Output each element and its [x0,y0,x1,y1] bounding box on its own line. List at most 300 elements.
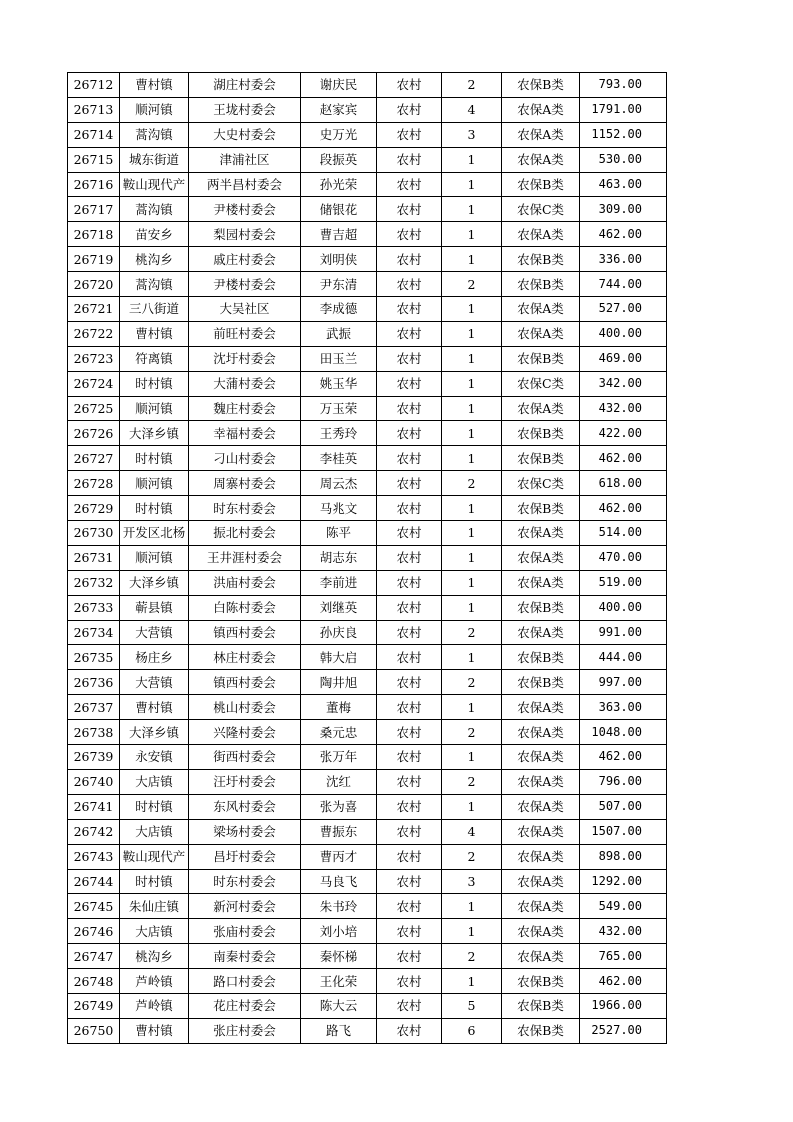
cell-household-count: 1 [442,222,502,247]
cell-area-type: 农村 [377,496,442,521]
cell-township: 三八街道 [120,297,189,322]
cell-household-count: 1 [442,794,502,819]
cell-person-name: 周云杰 [301,471,377,496]
cell-record-id: 26713 [68,97,120,122]
cell-area-type: 农村 [377,670,442,695]
cell-amount: 514.00 [580,521,667,546]
cell-record-id: 26746 [68,919,120,944]
cell-amount: 530.00 [580,147,667,172]
table-row [68,794,667,819]
cell-township: 蕲县镇 [120,595,189,620]
cell-household-count: 4 [442,97,502,122]
cell-record-id: 26725 [68,396,120,421]
cell-area-type: 农村 [377,695,442,720]
cell-household-count: 1 [442,521,502,546]
cell-record-id: 26719 [68,247,120,272]
cell-household-count: 1 [442,421,502,446]
cell-household-count: 1 [442,496,502,521]
cell-insurance-category: 农保B类 [502,247,580,272]
cell-village-committee: 湖庄村委会 [189,73,301,98]
table-row [68,122,667,147]
cell-township: 蒿沟镇 [120,197,189,222]
cell-insurance-category: 农保A类 [502,794,580,819]
cell-village-committee: 镇西村委会 [189,670,301,695]
cell-township: 芦岭镇 [120,993,189,1018]
cell-person-name: 秦怀梯 [301,944,377,969]
cell-household-count: 2 [442,620,502,645]
cell-amount: 796.00 [580,769,667,794]
cell-amount: 1292.00 [580,869,667,894]
cell-area-type: 农村 [377,297,442,322]
cell-person-name: 尹东清 [301,272,377,297]
cell-record-id: 26734 [68,620,120,645]
cell-record-id: 26744 [68,869,120,894]
cell-village-committee: 南秦村委会 [189,944,301,969]
cell-person-name: 李桂英 [301,446,377,471]
cell-area-type: 农村 [377,471,442,496]
cell-amount: 462.00 [580,446,667,471]
cell-person-name: 谢庆民 [301,73,377,98]
cell-village-committee: 尹楼村委会 [189,197,301,222]
cell-township: 杨庄乡 [120,645,189,670]
cell-area-type: 农村 [377,122,442,147]
cell-person-name: 史万光 [301,122,377,147]
table-row [68,471,667,496]
beneficiary-table [67,72,667,1044]
table-row [68,297,667,322]
cell-village-committee: 镇西村委会 [189,620,301,645]
cell-township: 大营镇 [120,670,189,695]
cell-township: 开发区北杨 [120,521,189,546]
cell-village-committee: 王井涯村委会 [189,545,301,570]
cell-household-count: 1 [442,570,502,595]
cell-township: 蒿沟镇 [120,272,189,297]
cell-area-type: 农村 [377,819,442,844]
cell-village-committee: 张庄村委会 [189,1018,301,1043]
table-body [68,73,667,1044]
cell-amount: 336.00 [580,247,667,272]
cell-person-name: 沈红 [301,769,377,794]
cell-amount: 1966.00 [580,993,667,1018]
cell-household-count: 1 [442,147,502,172]
cell-person-name: 韩大启 [301,645,377,670]
cell-township: 曹村镇 [120,1018,189,1043]
cell-record-id: 26715 [68,147,120,172]
cell-insurance-category: 农保A类 [502,869,580,894]
cell-record-id: 26723 [68,346,120,371]
table-row [68,993,667,1018]
cell-area-type: 农村 [377,944,442,969]
cell-record-id: 26741 [68,794,120,819]
cell-village-committee: 东风村委会 [189,794,301,819]
cell-township: 时村镇 [120,371,189,396]
cell-area-type: 农村 [377,969,442,994]
cell-village-committee: 大吴社区 [189,297,301,322]
cell-township: 时村镇 [120,446,189,471]
cell-record-id: 26736 [68,670,120,695]
cell-amount: 991.00 [580,620,667,645]
table-row [68,73,667,98]
cell-person-name: 田玉兰 [301,346,377,371]
cell-amount: 549.00 [580,894,667,919]
cell-amount: 444.00 [580,645,667,670]
table-row [68,844,667,869]
cell-area-type: 农村 [377,769,442,794]
cell-village-committee: 白陈村委会 [189,595,301,620]
cell-household-count: 1 [442,969,502,994]
cell-area-type: 农村 [377,446,442,471]
cell-household-count: 1 [442,247,502,272]
cell-insurance-category: 农保B类 [502,595,580,620]
cell-insurance-category: 农保A类 [502,222,580,247]
cell-amount: 618.00 [580,471,667,496]
cell-village-committee: 前旺村委会 [189,321,301,346]
cell-village-committee: 林庄村委会 [189,645,301,670]
cell-person-name: 刘小培 [301,919,377,944]
cell-township: 曹村镇 [120,321,189,346]
cell-insurance-category: 农保B类 [502,969,580,994]
cell-township: 朱仙庄镇 [120,894,189,919]
table-row [68,595,667,620]
cell-insurance-category: 农保A类 [502,297,580,322]
cell-village-committee: 大史村委会 [189,122,301,147]
cell-amount: 422.00 [580,421,667,446]
cell-area-type: 农村 [377,844,442,869]
cell-insurance-category: 农保B类 [502,1018,580,1043]
cell-insurance-category: 农保B类 [502,172,580,197]
cell-person-name: 曹振东 [301,819,377,844]
cell-person-name: 陶井旭 [301,670,377,695]
table-row [68,371,667,396]
cell-person-name: 朱书玲 [301,894,377,919]
cell-village-committee: 刁山村委会 [189,446,301,471]
cell-village-committee: 振北村委会 [189,521,301,546]
table-row [68,645,667,670]
cell-village-committee: 梁场村委会 [189,819,301,844]
cell-household-count: 1 [442,446,502,471]
cell-village-committee: 昌圩村委会 [189,844,301,869]
cell-amount: 463.00 [580,172,667,197]
cell-amount: 1152.00 [580,122,667,147]
cell-insurance-category: 农保A类 [502,521,580,546]
cell-record-id: 26735 [68,645,120,670]
cell-record-id: 26731 [68,545,120,570]
cell-area-type: 农村 [377,745,442,770]
cell-household-count: 1 [442,297,502,322]
cell-township: 鞍山现代产 [120,844,189,869]
cell-household-count: 1 [442,695,502,720]
cell-insurance-category: 农保C类 [502,197,580,222]
cell-amount: 507.00 [580,794,667,819]
cell-township: 顺河镇 [120,545,189,570]
cell-household-count: 2 [442,73,502,98]
table-row [68,570,667,595]
cell-person-name: 董梅 [301,695,377,720]
cell-township: 桃沟乡 [120,944,189,969]
cell-amount: 470.00 [580,545,667,570]
cell-record-id: 26717 [68,197,120,222]
cell-area-type: 农村 [377,894,442,919]
cell-amount: 898.00 [580,844,667,869]
table-row [68,496,667,521]
table-row [68,172,667,197]
table-row [68,695,667,720]
table-row [68,769,667,794]
cell-household-count: 6 [442,1018,502,1043]
cell-household-count: 2 [442,720,502,745]
table-row [68,247,667,272]
cell-village-committee: 街西村委会 [189,745,301,770]
table-row [68,620,667,645]
cell-amount: 400.00 [580,595,667,620]
table-row [68,396,667,421]
cell-household-count: 1 [442,371,502,396]
table-row [68,969,667,994]
table-row [68,545,667,570]
cell-person-name: 武振 [301,321,377,346]
cell-village-committee: 王垅村委会 [189,97,301,122]
cell-insurance-category: 农保A类 [502,97,580,122]
cell-township: 曹村镇 [120,73,189,98]
cell-amount: 765.00 [580,944,667,969]
cell-record-id: 26714 [68,122,120,147]
cell-area-type: 农村 [377,197,442,222]
cell-area-type: 农村 [377,595,442,620]
cell-household-count: 1 [442,894,502,919]
cell-person-name: 刘继英 [301,595,377,620]
cell-area-type: 农村 [377,993,442,1018]
cell-household-count: 2 [442,471,502,496]
cell-household-count: 2 [442,670,502,695]
table-row [68,147,667,172]
cell-person-name: 储银花 [301,197,377,222]
table-row [68,97,667,122]
cell-amount: 1048.00 [580,720,667,745]
table-row [68,446,667,471]
cell-township: 永安镇 [120,745,189,770]
cell-area-type: 农村 [377,321,442,346]
cell-area-type: 农村 [377,97,442,122]
cell-record-id: 26745 [68,894,120,919]
cell-area-type: 农村 [377,1018,442,1043]
cell-record-id: 26750 [68,1018,120,1043]
cell-area-type: 农村 [377,794,442,819]
cell-household-count: 5 [442,993,502,1018]
cell-record-id: 26727 [68,446,120,471]
cell-person-name: 马兆文 [301,496,377,521]
cell-record-id: 26742 [68,819,120,844]
cell-insurance-category: 农保C类 [502,371,580,396]
cell-household-count: 4 [442,819,502,844]
cell-township: 鞍山现代产 [120,172,189,197]
cell-area-type: 农村 [377,222,442,247]
cell-insurance-category: 农保A类 [502,122,580,147]
cell-area-type: 农村 [377,570,442,595]
table-row [68,321,667,346]
cell-township: 时村镇 [120,496,189,521]
cell-insurance-category: 农保A类 [502,844,580,869]
cell-household-count: 1 [442,396,502,421]
cell-insurance-category: 农保A类 [502,819,580,844]
table-row [68,745,667,770]
cell-amount: 1791.00 [580,97,667,122]
cell-village-committee: 时东村委会 [189,496,301,521]
cell-record-id: 26730 [68,521,120,546]
cell-area-type: 农村 [377,919,442,944]
cell-village-committee: 沈圩村委会 [189,346,301,371]
cell-person-name: 陈大云 [301,993,377,1018]
cell-township: 大店镇 [120,819,189,844]
cell-record-id: 26738 [68,720,120,745]
cell-person-name: 段振英 [301,147,377,172]
cell-amount: 744.00 [580,272,667,297]
table-row [68,894,667,919]
cell-township: 桃沟乡 [120,247,189,272]
table-row [68,1018,667,1043]
cell-insurance-category: 农保B类 [502,993,580,1018]
cell-area-type: 农村 [377,869,442,894]
cell-household-count: 1 [442,645,502,670]
cell-record-id: 26743 [68,844,120,869]
cell-village-committee: 桃山村委会 [189,695,301,720]
cell-area-type: 农村 [377,172,442,197]
cell-insurance-category: 农保A类 [502,944,580,969]
cell-township: 大营镇 [120,620,189,645]
cell-household-count: 1 [442,595,502,620]
cell-insurance-category: 农保B类 [502,346,580,371]
cell-village-committee: 张庙村委会 [189,919,301,944]
cell-person-name: 万玉荣 [301,396,377,421]
cell-record-id: 26718 [68,222,120,247]
cell-township: 顺河镇 [120,396,189,421]
cell-village-committee: 魏庄村委会 [189,396,301,421]
cell-township: 大店镇 [120,919,189,944]
cell-household-count: 3 [442,122,502,147]
cell-township: 芦岭镇 [120,969,189,994]
cell-village-committee: 梨园村委会 [189,222,301,247]
cell-person-name: 王秀玲 [301,421,377,446]
cell-household-count: 2 [442,944,502,969]
cell-person-name: 曹丙才 [301,844,377,869]
cell-area-type: 农村 [377,645,442,670]
table-row [68,197,667,222]
table-row [68,720,667,745]
cell-amount: 363.00 [580,695,667,720]
cell-village-committee: 路口村委会 [189,969,301,994]
cell-insurance-category: 农保B类 [502,496,580,521]
cell-village-committee: 两半昌村委会 [189,172,301,197]
cell-amount: 527.00 [580,297,667,322]
cell-household-count: 1 [442,197,502,222]
cell-record-id: 26733 [68,595,120,620]
cell-insurance-category: 农保A类 [502,321,580,346]
cell-person-name: 桑元忠 [301,720,377,745]
cell-record-id: 26722 [68,321,120,346]
cell-township: 蒿沟镇 [120,122,189,147]
cell-village-committee: 尹楼村委会 [189,272,301,297]
table-row [68,919,667,944]
cell-insurance-category: 农保B类 [502,446,580,471]
cell-village-committee: 周寨村委会 [189,471,301,496]
cell-amount: 462.00 [580,496,667,521]
cell-record-id: 26747 [68,944,120,969]
cell-household-count: 1 [442,919,502,944]
cell-insurance-category: 农保B类 [502,421,580,446]
table-row [68,421,667,446]
cell-area-type: 农村 [377,421,442,446]
cell-amount: 462.00 [580,969,667,994]
cell-record-id: 26729 [68,496,120,521]
cell-household-count: 1 [442,172,502,197]
cell-record-id: 26748 [68,969,120,994]
cell-village-committee: 汪圩村委会 [189,769,301,794]
cell-township: 大泽乡镇 [120,720,189,745]
cell-township: 顺河镇 [120,471,189,496]
cell-person-name: 李成德 [301,297,377,322]
cell-insurance-category: 农保A类 [502,620,580,645]
cell-person-name: 陈平 [301,521,377,546]
cell-village-committee: 时东村委会 [189,869,301,894]
table-row [68,819,667,844]
cell-amount: 997.00 [580,670,667,695]
cell-insurance-category: 农保B类 [502,645,580,670]
cell-record-id: 26728 [68,471,120,496]
cell-amount: 469.00 [580,346,667,371]
cell-record-id: 26732 [68,570,120,595]
cell-township: 大泽乡镇 [120,421,189,446]
cell-record-id: 26720 [68,272,120,297]
cell-area-type: 农村 [377,147,442,172]
cell-household-count: 1 [442,321,502,346]
cell-area-type: 农村 [377,272,442,297]
cell-area-type: 农村 [377,396,442,421]
cell-area-type: 农村 [377,720,442,745]
cell-insurance-category: 农保C类 [502,471,580,496]
cell-area-type: 农村 [377,371,442,396]
cell-record-id: 26716 [68,172,120,197]
cell-township: 大泽乡镇 [120,570,189,595]
cell-township: 时村镇 [120,869,189,894]
cell-person-name: 胡志东 [301,545,377,570]
cell-area-type: 农村 [377,73,442,98]
cell-person-name: 孙光荣 [301,172,377,197]
cell-record-id: 26712 [68,73,120,98]
cell-insurance-category: 农保A类 [502,396,580,421]
cell-township: 曹村镇 [120,695,189,720]
cell-record-id: 26737 [68,695,120,720]
cell-township: 城东街道 [120,147,189,172]
table-row [68,944,667,969]
cell-record-id: 26724 [68,371,120,396]
cell-village-committee: 兴隆村委会 [189,720,301,745]
cell-household-count: 1 [442,545,502,570]
cell-village-committee: 洪庙村委会 [189,570,301,595]
cell-amount: 309.00 [580,197,667,222]
cell-area-type: 农村 [377,521,442,546]
cell-amount: 462.00 [580,745,667,770]
cell-insurance-category: 农保A类 [502,769,580,794]
cell-record-id: 26740 [68,769,120,794]
cell-person-name: 张为喜 [301,794,377,819]
cell-insurance-category: 农保B类 [502,670,580,695]
cell-household-count: 2 [442,769,502,794]
cell-amount: 342.00 [580,371,667,396]
cell-insurance-category: 农保A类 [502,570,580,595]
table-row [68,272,667,297]
cell-amount: 793.00 [580,73,667,98]
cell-area-type: 农村 [377,346,442,371]
cell-amount: 462.00 [580,222,667,247]
